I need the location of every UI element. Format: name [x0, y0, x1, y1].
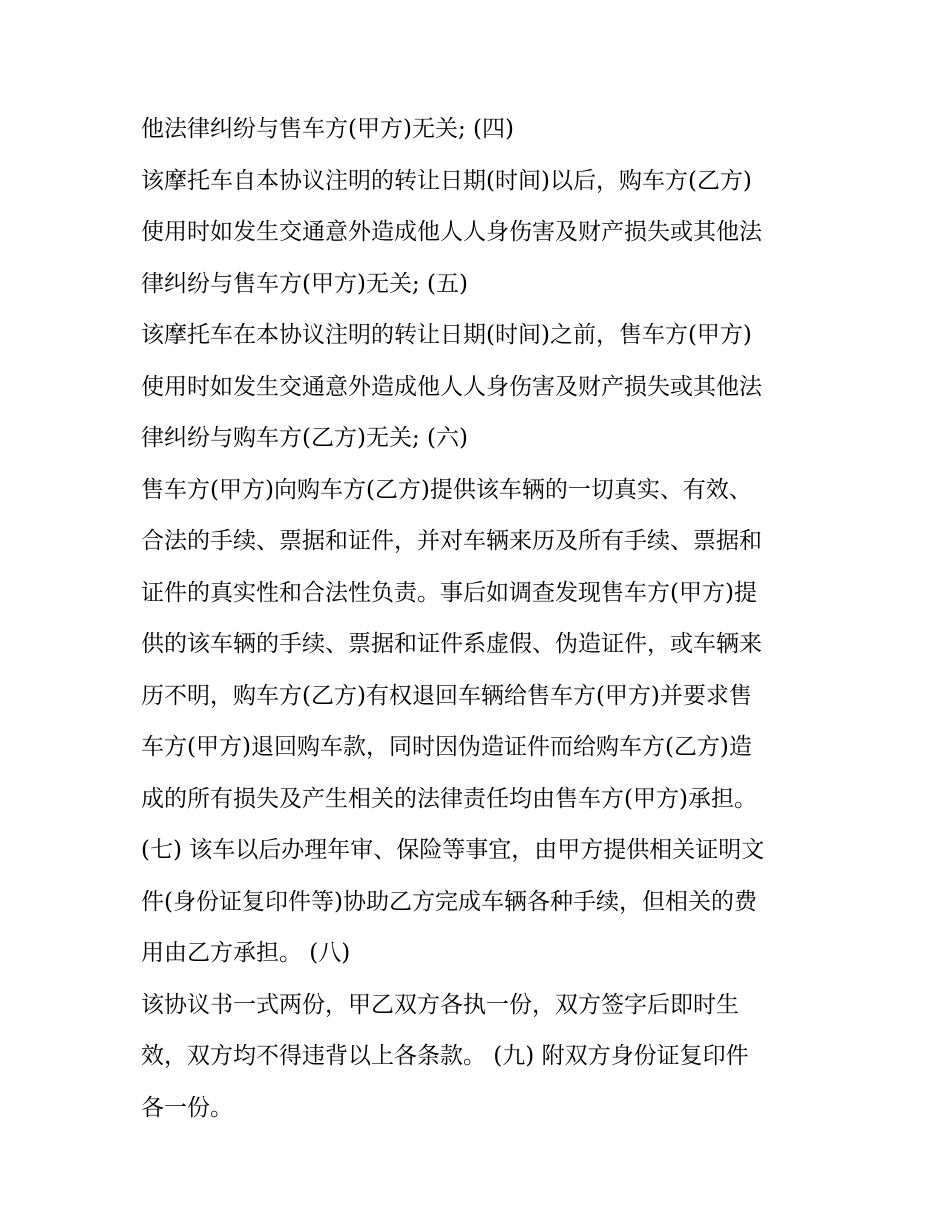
text-line: 售车方(甲方)向购车方(乙方)提供该车辆的一切真实、有效、 [141, 476, 752, 503]
text-line: 使用时如发生交通意外造成他人人身伤害及财产损失或其他法 [141, 373, 762, 400]
text-line: 使用时如发生交通意外造成他人人身伤害及财产损失或其他法 [141, 219, 762, 245]
text-line: 用由乙方承担。 (八) [141, 940, 351, 966]
text-line: 律纠纷与售车方(甲方)无关; (五) [141, 270, 468, 297]
text-line: 件(身份证复印件等)协助乙方完成车辆各种手续，但相关的费 [141, 888, 757, 915]
text-line: 各一份。 [141, 1094, 233, 1121]
text-line: 合法的手续、票据和证件，并对车辆来历及所有手续、票据和 [141, 528, 762, 554]
agreement-body-text [141, 104, 821, 1134]
text-line: 律纠纷与购车方(乙方)无关; (六) [141, 425, 468, 451]
text-line: 证件的真实性和合法性负责。事后如调查发现售车方(甲方)提 [141, 579, 757, 606]
text-line: 他法律纠纷与售车方(甲方)无关; (四) [141, 116, 514, 142]
text-line: 该摩托车在本协议注明的转让日期(时间)之前，售车方(甲方) [141, 322, 752, 348]
text-line: 该摩托车自本协议注明的转让日期(时间)以后，购车方(乙方) [141, 167, 752, 194]
text-line: 效，双方均不得违背以上各条款。 (九) 附双方身份证复印件 [141, 1043, 749, 1069]
text-line: 成的所有损失及产生相关的法律责任均由售车方(甲方)承担。 [141, 785, 757, 812]
text-line: 供的该车辆的手续、票据和证件系虚假、伪造证件，或车辆来 [141, 631, 762, 657]
text-line: (七) 该车以后办理年审、保险等事宜，由甲方提供相关证明文 [141, 837, 765, 863]
text-line: 车方(甲方)退回购车款，同时因伪造证件而给购车方(乙方)造 [141, 734, 752, 760]
text-line: 该协议书一式两份，甲乙双方各执一份，双方签字后即时生 [141, 991, 739, 1018]
text-line: 历不明，购车方(乙方)有权退回车辆给售车方(甲方)并要求售 [141, 682, 752, 709]
